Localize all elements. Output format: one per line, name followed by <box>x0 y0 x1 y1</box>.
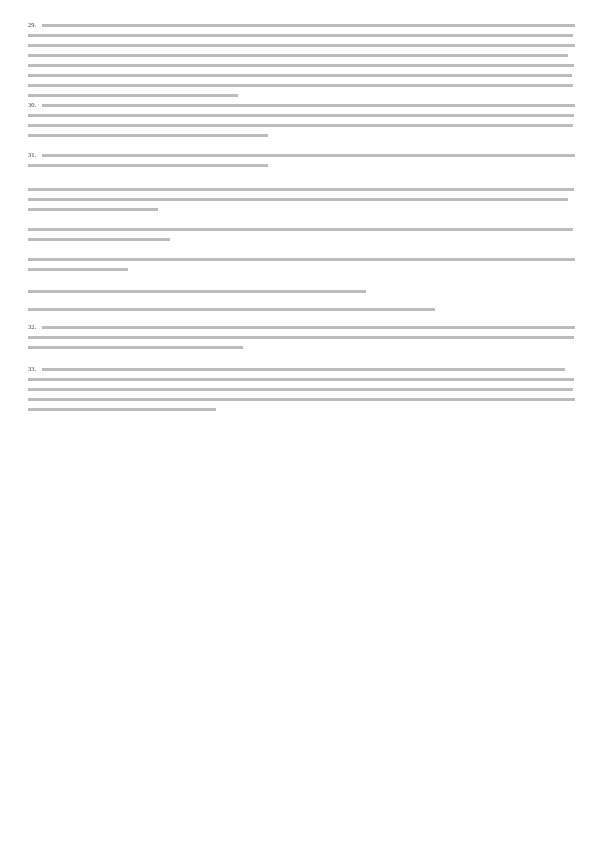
text-line <box>28 346 243 349</box>
text-line <box>42 154 575 157</box>
text-line <box>28 84 573 87</box>
text-line <box>28 114 574 117</box>
text-line <box>42 104 575 107</box>
text-line <box>28 134 268 137</box>
text-line <box>28 54 568 57</box>
text-line <box>28 258 575 261</box>
text-line <box>28 64 574 67</box>
text-line <box>28 228 573 231</box>
text-line <box>28 74 572 77</box>
paragraph-number: 30. <box>28 102 37 109</box>
text-line <box>28 308 435 311</box>
text-line <box>28 336 574 339</box>
paragraph-number: 29. <box>28 22 37 29</box>
text-line <box>28 388 573 391</box>
paragraph-number: 33. <box>28 366 37 373</box>
text-line <box>42 326 575 329</box>
text-line <box>28 94 238 97</box>
text-line <box>28 208 158 211</box>
text-line <box>28 378 574 381</box>
text-line <box>28 44 575 47</box>
text-line <box>28 164 268 167</box>
text-line <box>28 34 573 37</box>
text-line <box>28 408 216 411</box>
text-line <box>28 198 568 201</box>
text-line <box>42 368 565 371</box>
text-line <box>28 124 573 127</box>
paragraph-number: 31. <box>28 152 37 159</box>
text-line <box>28 398 575 401</box>
text-line <box>28 188 574 191</box>
paragraph-number: 32. <box>28 324 37 331</box>
text-line <box>28 290 366 293</box>
text-line <box>42 24 575 27</box>
text-line <box>28 238 170 241</box>
text-line <box>28 268 128 271</box>
